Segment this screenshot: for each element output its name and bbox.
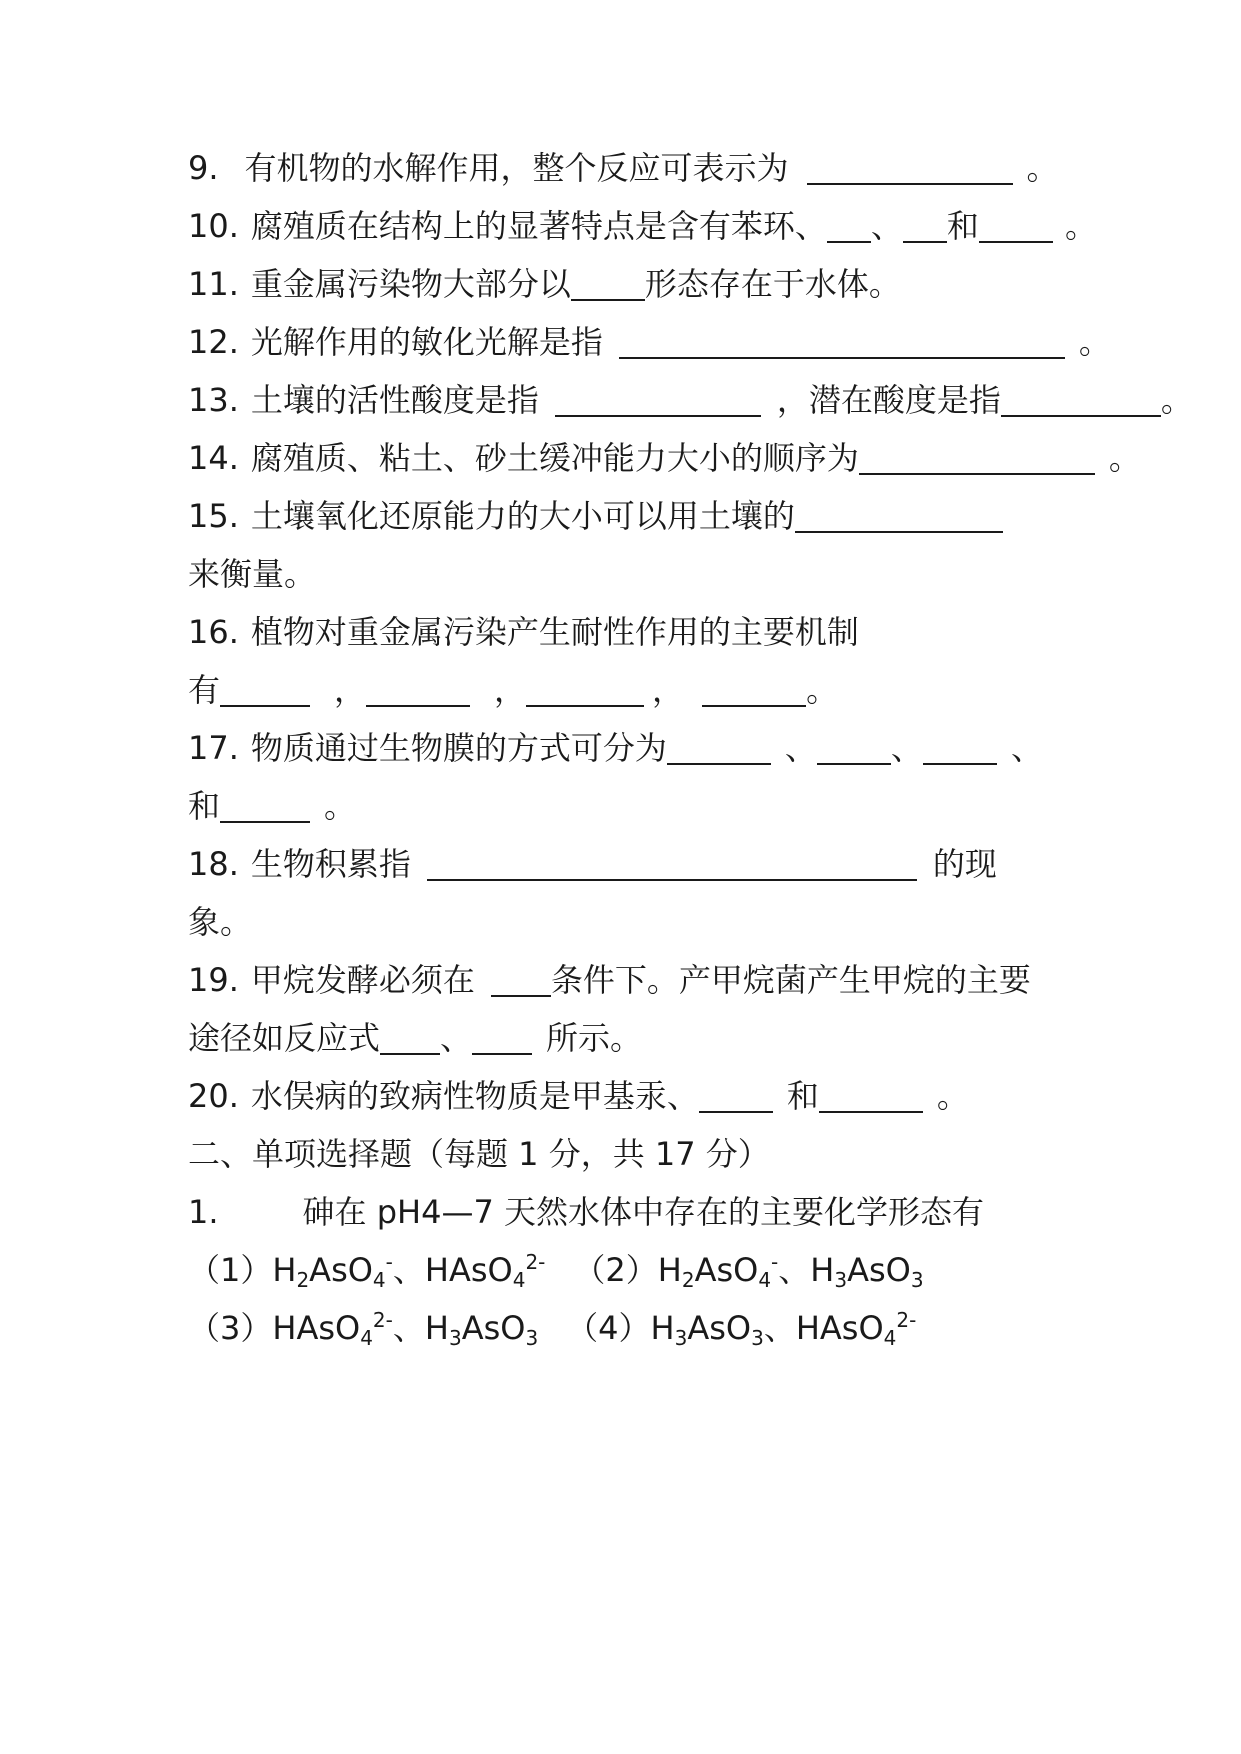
question-number: 15. [188, 497, 239, 535]
question-17-cont [188, 786, 356, 826]
question-number: 13. [188, 381, 239, 419]
formula-text: AsO [847, 1251, 911, 1289]
question-text: ， [652, 671, 685, 709]
question-text: 象。 [188, 903, 253, 941]
question-text: 、 [784, 729, 817, 767]
question-16-cont [188, 670, 838, 710]
question-text: 途径如反应式 [188, 1019, 381, 1057]
question-text: 、 [440, 1019, 473, 1057]
question-16 [188, 612, 859, 652]
answer-blank[interactable] [491, 965, 551, 997]
question-text: 植物对重金属污染产生耐性作用的主要机制 [250, 613, 859, 651]
formula-text: HAsO [424, 1251, 513, 1289]
question-number: 14. [188, 439, 239, 477]
formula-separator: 、 [778, 1251, 811, 1289]
formula-text: H [650, 1309, 675, 1347]
question-text: 。 [1064, 207, 1097, 245]
question-15-cont [188, 554, 316, 594]
formula-text: H [657, 1251, 682, 1289]
answer-blank[interactable] [923, 733, 997, 765]
section-heading: 二、单项选择题（每题 1 分，共 17 分） [188, 1135, 770, 1173]
question-text: 。 [324, 787, 357, 825]
formula-text: AsO [694, 1251, 759, 1289]
question-text: 生物积累指 [250, 845, 411, 883]
formula-subscript: 2 [681, 1268, 695, 1292]
formula-separator: 、 [763, 1309, 796, 1347]
answer-blank[interactable] [427, 849, 917, 881]
question-20 [188, 1076, 969, 1116]
answer-blank[interactable] [903, 211, 947, 243]
formula-subscript: 4 [372, 1268, 386, 1292]
question-number: 20. [188, 1077, 239, 1115]
question-17 [188, 728, 1043, 768]
mc-options-row-2 [188, 1308, 916, 1348]
question-19-cont [188, 1018, 642, 1058]
option-2[interactable] [573, 1250, 924, 1292]
formula-subscript: 3 [525, 1326, 539, 1350]
question-text: 的现 [932, 845, 997, 883]
answer-blank[interactable] [859, 443, 1095, 475]
question-text: 水俣病的致病性物质是甲基汞、 [250, 1077, 699, 1115]
question-text: 光解作用的敏化光解是指 [250, 323, 603, 361]
answer-blank[interactable] [526, 675, 644, 707]
question-text: ， [494, 671, 527, 709]
answer-blank[interactable] [827, 211, 871, 243]
answer-blank[interactable] [619, 327, 1065, 359]
formula-subscript: 4 [883, 1326, 897, 1350]
formula-text: H [810, 1251, 835, 1289]
formula-subscript: 3 [674, 1326, 688, 1350]
question-text: 腐殖质在结构上的显著特点是含有苯环、 [250, 207, 827, 245]
formula-subscript: 3 [751, 1326, 764, 1350]
question-text: ， [334, 671, 367, 709]
answer-blank[interactable] [366, 675, 470, 707]
question-11 [188, 264, 901, 304]
option-1[interactable] [188, 1250, 546, 1292]
answer-blank[interactable] [220, 675, 310, 707]
question-text: 所示。 [546, 1019, 643, 1057]
question-text: 条件下。产甲烷菌产生甲烷的主要 [550, 961, 1031, 999]
formula-text: HAsO [795, 1309, 884, 1347]
formula-subscript: 2 [296, 1268, 310, 1292]
option-label: （1） [188, 1251, 273, 1289]
question-text: 、 [870, 207, 903, 245]
question-text: 、 [1010, 729, 1043, 767]
formula-separator: 、 [392, 1309, 425, 1347]
question-text: 。 [1078, 323, 1111, 361]
question-text: 。 [1108, 439, 1141, 477]
answer-blank[interactable] [817, 733, 891, 765]
answer-blank[interactable] [807, 153, 1013, 185]
formula-subscript: 4 [360, 1326, 373, 1350]
question-text: 重金属污染物大部分以 [250, 265, 571, 303]
question-text: 和 [946, 207, 979, 245]
formula-text: H [272, 1251, 297, 1289]
formula-text: AsO [309, 1251, 373, 1289]
answer-blank[interactable] [380, 1023, 440, 1055]
answer-blank[interactable] [220, 791, 310, 823]
answer-blank[interactable] [699, 1081, 773, 1113]
formula-subscript: 3 [448, 1326, 462, 1350]
mc-options-row-1 [188, 1250, 924, 1290]
question-text: 形态存在于水体。 [644, 265, 901, 303]
question-text: 土壤氧化还原能力的大小可以用土壤的 [250, 497, 795, 535]
question-number: 12. [188, 323, 239, 361]
question-text: 。 [1026, 149, 1059, 187]
mc-question-1 [188, 1192, 984, 1232]
answer-blank[interactable] [702, 675, 806, 707]
formula-subscript: 4 [512, 1268, 526, 1292]
question-number: 17. [188, 729, 239, 767]
option-label: （4） [566, 1309, 651, 1347]
question-text: 、 [890, 729, 923, 767]
answer-blank[interactable] [555, 385, 761, 417]
answer-blank[interactable] [472, 1023, 532, 1055]
section-2-heading [188, 1134, 770, 1174]
question-text: 土壤的活性酸度是指 [250, 381, 539, 419]
option-label: （2） [573, 1251, 658, 1289]
question-text: 。 [936, 1077, 969, 1115]
question-number: 18. [188, 845, 239, 883]
formula-separator: 、 [392, 1251, 425, 1289]
formula-superscript: 2- [896, 1308, 917, 1332]
question-stem: 砷在 pH4—7 天然水体中存在的主要化学形态有 [302, 1193, 984, 1231]
question-text: 物质通过生物膜的方式可分为 [250, 729, 667, 767]
question-text: 和 [188, 787, 221, 825]
question-number: 10. [188, 207, 239, 245]
question-14 [188, 438, 1141, 478]
formula-subscript: 3 [910, 1268, 924, 1292]
question-12 [188, 322, 1111, 362]
formula-superscript: - [385, 1250, 393, 1274]
formula-superscript: - [771, 1250, 779, 1274]
formula-text: H [424, 1309, 449, 1347]
answer-blank[interactable] [1001, 385, 1161, 417]
answer-blank[interactable] [795, 501, 1003, 533]
formula-subscript: 4 [758, 1268, 772, 1292]
question-13 [188, 380, 1193, 420]
question-number: 1. [188, 1193, 219, 1231]
question-number: 19. [188, 961, 239, 999]
question-19 [188, 960, 1031, 1000]
question-number: 9. [188, 149, 219, 187]
question-text: 。 [1160, 381, 1193, 419]
answer-blank[interactable] [571, 269, 645, 301]
question-number: 11. [188, 265, 239, 303]
answer-blank[interactable] [979, 211, 1053, 243]
formula-subscript: 3 [834, 1268, 848, 1292]
question-text: 有 [188, 671, 221, 709]
question-text: ，潜在酸度是指 [776, 381, 1001, 419]
question-text: 。 [806, 671, 839, 709]
question-10 [188, 206, 1097, 246]
question-text: 有机物的水解作用，整个反应可表示为 [244, 149, 789, 187]
question-18-cont [188, 902, 252, 942]
formula-text: HAsO [272, 1309, 361, 1347]
formula-superscript: 2- [372, 1308, 393, 1332]
answer-blank[interactable] [819, 1081, 923, 1113]
formula-text: AsO [461, 1309, 526, 1347]
question-text: 腐殖质、粘土、砂土缓冲能力大小的顺序为 [250, 439, 859, 477]
question-text: 甲烷发酵必须在 [250, 961, 475, 999]
question-text: 来衡量。 [188, 555, 317, 593]
answer-blank[interactable] [667, 733, 771, 765]
question-number: 16. [188, 613, 239, 651]
option-3[interactable] [188, 1308, 539, 1350]
question-18 [188, 844, 997, 884]
question-9 [188, 148, 1059, 188]
question-text: 和 [786, 1077, 819, 1115]
formula-text: AsO [687, 1309, 752, 1347]
question-15 [188, 496, 1003, 536]
option-4[interactable] [566, 1308, 917, 1350]
option-label: （3） [188, 1309, 273, 1347]
formula-superscript: 2- [525, 1250, 546, 1274]
